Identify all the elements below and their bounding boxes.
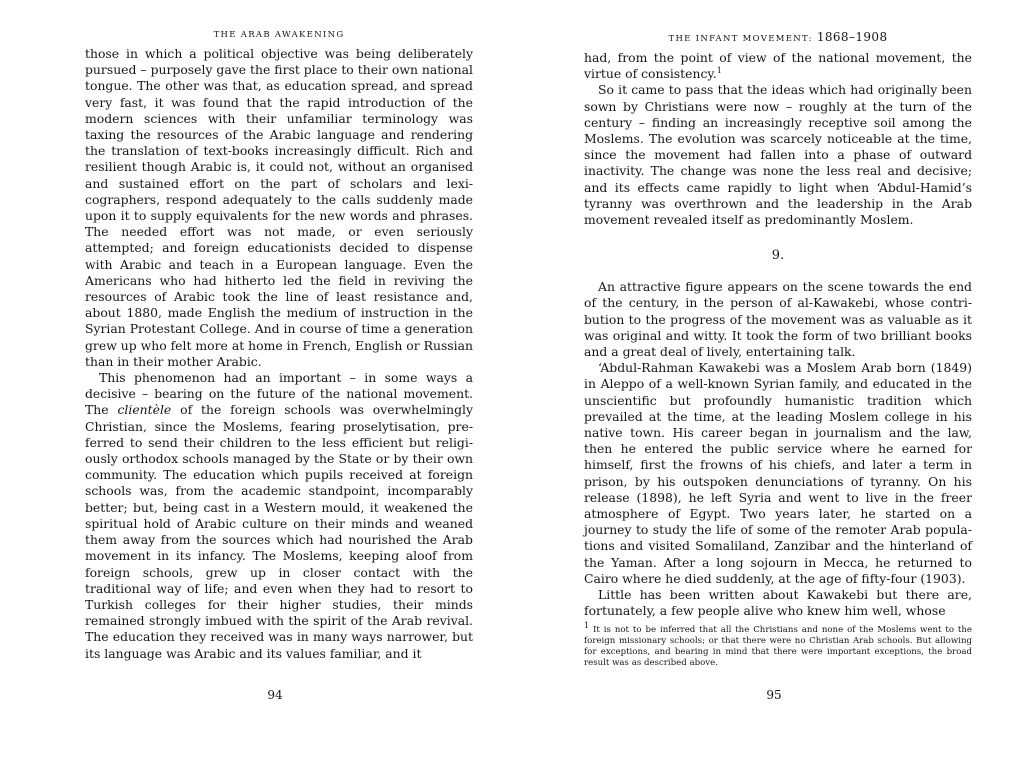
running-head-text: THE INFANT MOVEMENT: (668, 34, 817, 44)
paragraph: So it came to pass that the ideas which had originally been sown by Christians were now – roughly at the turn of the century – finding an increasingly receptive soil among the Moslems. The evolution was scarcely noticeable at the time, since the movement had fallen into a phase of outward inactivity. The change was none the less real and decisive; and its effects came rapidly to light when ‘Abdul-Hamid’s tyranny was overthrown and the leadership in the Arab movement revealed itself as predominantly Moslem. (584, 82, 972, 228)
italic-word: clientèle (117, 402, 172, 418)
footnote-marker: 1 (584, 620, 590, 630)
paragraph: those in which a political objective was being deliberately pursued – purposely gave the first place to their own national tongue. The other was that, as education spread, and spread very fast, it was found that the rapid introduction of the modern sciences with their unfamiliar terminology was taxing the resources of the Arabic language and rendering the translation of text-books increasingly difficult. Rich and resilient though Arabic is, it could not, without an organised and sustained effort on the part of scholars and lexicographers, respond adequately to the calls suddenly made upon it to supply equivalents for the new words and phrases. The needed effort was not made, or even seriously attempted; and foreign educationists decided to dispense with Arabic and teach in a European language. Even the Americans who had hitherto led the field in reviving the resources of Arabic took the line of least resistance and, about 1880, made English the medium of instruction in the Syrian Protestant College. And in course of time a generation grew up who felt more at home in French, English or Russian than in their mother Arabic. (85, 46, 473, 369)
page-number-left: 94 (267, 688, 283, 702)
footnote-text: It is not to be inferred that all the Christians and none of the Moslems went to the foreign missionary schools; or that there were no Christian Arab schools. But allowing for exceptions, and bearing in mind that there were important exceptions, the broad result was as described above. (584, 624, 972, 668)
paragraph: ‘Abdul-Rahman Kawakebi was a Moslem Arab born (1849) in Aleppo of a well-known Syrian family, and educated in the unscientific but profoundly humanistic tradition which prevailed at the time, at the leading Moslem college in his native town. His career began in journalism and the law, then he entered the public service where he earned for himself, first the frowns of his chiefs, and later a term in prison, by his outspoken denunciations of tyranny. On his release (1898), he left Syria and went to live in the freer atmosphere of Egypt. Two years later, he started on a journey to study the life of some of the remoter Arab populations and visited Somaliland, Zanzibar and the hinterland of the Yaman. After a long sojourn in Mecca, he returned to Cairo where he died suddenly, at the age of fifty-four (1903). (584, 360, 972, 586)
running-head-dates: 1868–1908 (816, 30, 888, 44)
paragraph-text: had, from the point of view of the national movement, the virtue of consistency. (584, 50, 972, 82)
paragraph: An attractive figure appears on the scene towards the end of the century, in the person of al-Kawakebi, whose contribution to the progress of the movement was as valuable as it was original and witty. It took the form of two brilliant books and a great deal of lively, entertaining talk. (584, 279, 972, 360)
paragraph-text: of the foreign schools was overwhelmingly Christian, since the Moslems, fearing proselytisation, preferred to send their children to the less efficient but religiously orthodox schools managed by the State or by their own community. The education which pupils received at foreign schools was, from the academic standpoint, incomparably better; but, being cast in a Western mould, it weakened the spiritual hold of Arabic culture on their minds and weaned them away from the sources which had nourished the Arab movement in its infancy. The Moslems, keeping aloof from foreign schools, grew up in closer contact with the traditional way of life; and even when they had to resort to Turkish colleges for their higher studies, their minds remained strongly imbued with the spirit of the Arab revival. The education they received was in many ways narrower, but its language was Arabic and its values familiar, and it (85, 402, 473, 661)
page-number-right: 95 (766, 688, 782, 702)
paragraph (584, 50, 972, 82)
footnote-ref: 1 (716, 66, 722, 76)
paragraph (85, 370, 473, 662)
footnote (584, 620, 972, 669)
left-page (85, 30, 473, 662)
paragraph: Little has been written about Kawakebi but there are, fortunately, a few people alive who knew him well, whose (584, 587, 972, 619)
section-number: 9. (771, 248, 785, 264)
left-page-text (85, 46, 473, 662)
right-page-text (584, 50, 972, 669)
running-head-left: THE ARAB AWAKENING (213, 30, 345, 40)
running-head-right (584, 30, 972, 44)
right-page (584, 30, 972, 669)
paragraph-text: This phenomenon had an important – in some ways a decisive – bearing on the future of the national movement. The (85, 370, 473, 418)
